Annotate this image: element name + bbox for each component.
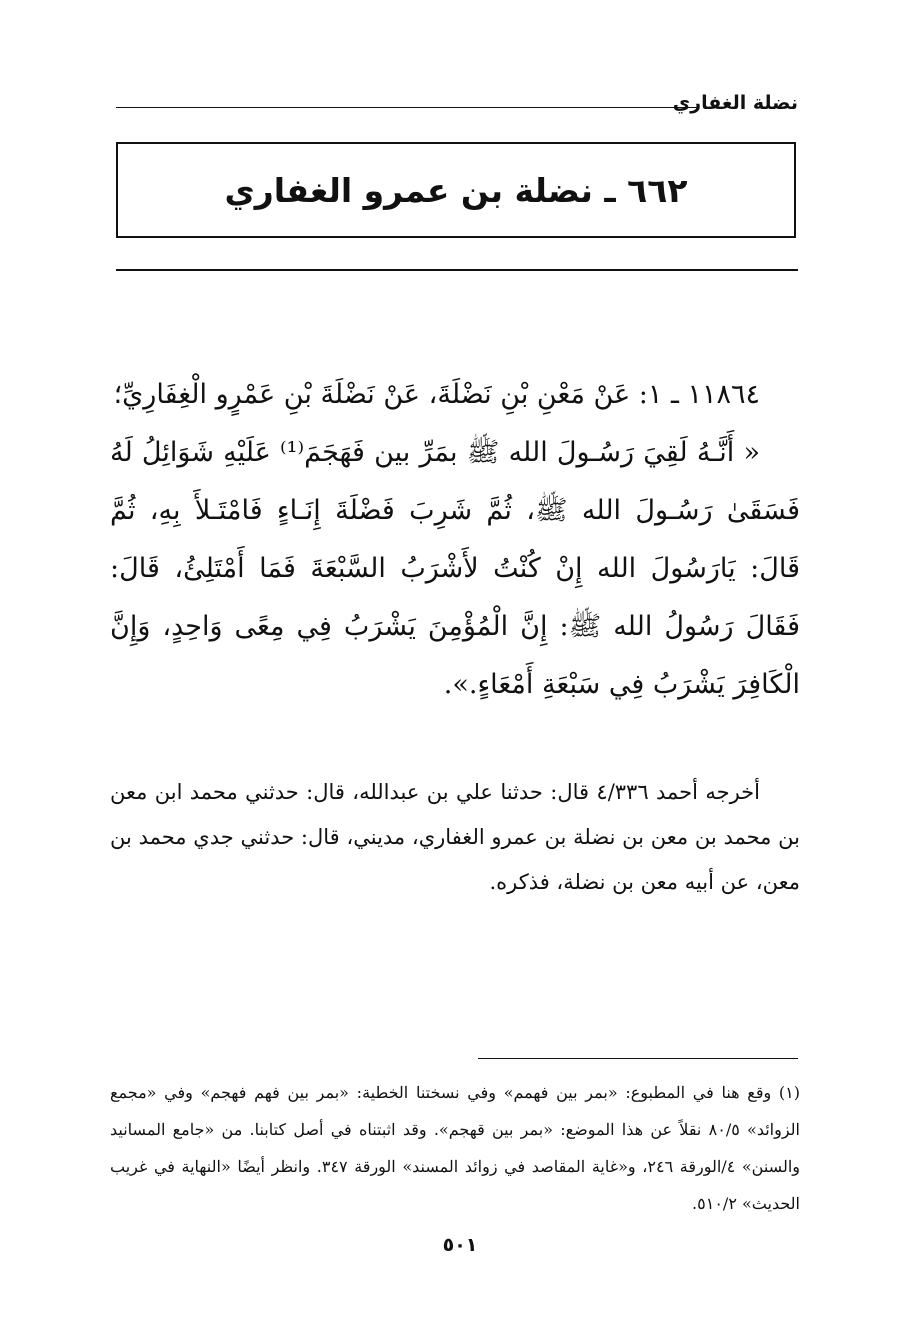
hadith-matn: « أَنَّـهُ لَقِيَ رَسُـولَ الله ﷺ بمَرِّ بين فَهَجَمَ⁽¹⁾ عَلَيْهِ شَوَائِلُ لَهُ فَسَقَىٰ رَسُـولَ الله ﷺ، ثُمَّ شَرِبَ فَضْلَةَ إِنَـاءٍ فَامْتَـلأَ بِهِ، ثُمَّ قَالَ: يَارَسُولَ الله إِنْ كُنْتُ لأَشْرَبُ السَّبْعَةَ فَمَا أَمْتَلِئُ، قَالَ: فَقَالَ رَسُولُ الله ﷺ: إِنَّ الْمُؤْمِنَ يَشْرَبُ فِي مِعًى وَاحِدٍ، وَإِنَّ الْكَافِرَ يَشْرَبُ فِي سَبْعَةِ أَمْعَاءٍ.». <box>110 437 800 700</box>
title-divider <box>116 269 798 271</box>
page-number: ٥٠١ <box>442 1234 478 1256</box>
takhrij-paragraph: أخرجه أحمد ٤/٣٣٦ قال: حدثنا علي بن عبدالله، قال: حدثني محمد ابن معن بن محمد بن معن بن نضلة بن عمرو الغفاري، مديني، قال: حدثني جدي محمد بن معن، عن أبيه معن بن نضلة، فذكره. <box>110 780 800 894</box>
running-header <box>116 88 798 118</box>
footnote: (١) وقع هنا في المطبوع: «بمر بين فهمم» وفي نسختنا الخطية: «بمر بين فهم فهجم» وفي «مجمع الزوائد» ٨٠/٥ نقلاً عن هذا الموضع: «بمر بين قهجم». وقد اثبتناه في أصل كتابنا. من «جامع المسانيد والسنن» ٤/الورقة ٢٤٦، و«غاية المقاصد في زوائد المسند» الورقة ٣٤٧. وانظر أيضًا «النهاية في غريب الحديث» ٥١٠/٢. <box>110 1083 801 1213</box>
hadith-isnad: ١١٨٦٤ ـ ١: عَنْ مَعْنِ بْنِ نَضْلَةَ، عَنْ نَضْلَةَ بْنِ عَمْرٍو الْغِفَارِيِّ؛ <box>113 379 760 410</box>
header-rule <box>116 107 698 108</box>
hadith-text <box>110 366 800 714</box>
running-title: نضلة الغفاري <box>672 92 798 114</box>
chapter-title: ٦٦٢ ـ نضلة بن عمرو الغفاري <box>224 170 688 210</box>
footnote-divider <box>478 1058 798 1059</box>
chapter-title-box <box>116 142 796 238</box>
